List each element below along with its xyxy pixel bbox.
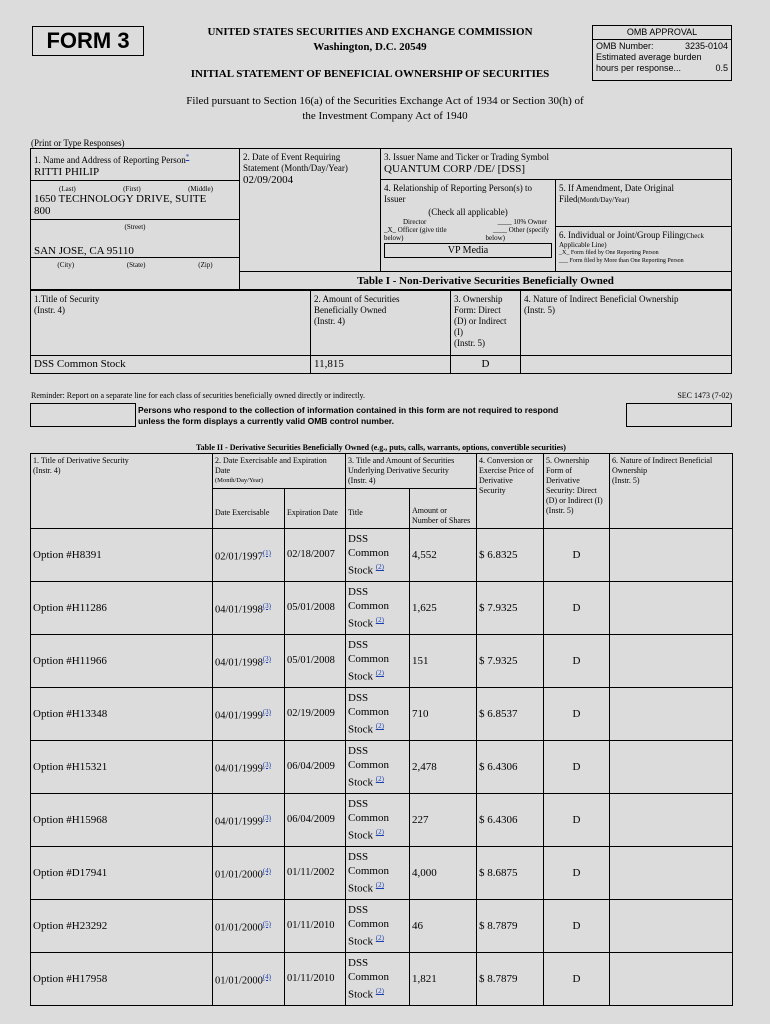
underlying-title [346, 529, 410, 582]
t2-h4 [477, 454, 544, 529]
ownership-form-text: D [572, 761, 581, 773]
indirect-nature [610, 953, 733, 1006]
expiration-date-text: 02/18/2007 [287, 549, 335, 560]
underlying-title-line3: Stock [348, 988, 374, 1001]
t1-col4-line2: (Instr. 5) [524, 305, 555, 315]
underlying-title-line2: Common [348, 865, 389, 878]
expiration-date [285, 635, 346, 688]
exercise-price-text: $ 6.4306 [479, 814, 518, 826]
exercise-price-text: $ 8.6875 [479, 867, 518, 879]
ownership-form-text: D [572, 973, 581, 985]
ownership-form [544, 529, 610, 582]
footnote-link[interactable]: (3) [262, 654, 272, 663]
city-label: (City) [57, 261, 75, 269]
expiration-date [285, 529, 346, 582]
underlying-title-line1: DSS [348, 745, 369, 758]
underlying-title-line1: DSS [348, 533, 369, 546]
underlying-title-line2: Common [348, 918, 389, 931]
table-row [31, 953, 733, 1006]
underlying-title-line2: Common [348, 812, 389, 825]
t2-sub-expiration: Expiration Date [285, 489, 346, 529]
name-label: 1. Name and Address of Reporting Person [34, 155, 186, 165]
underlying-title-line2: Common [348, 547, 389, 560]
page-title: INITIAL STATEMENT OF BENEFICIAL OWNERSHIP OF SECURITIES [190, 68, 550, 80]
footnote-link[interactable]: (4) [262, 972, 272, 981]
amendment-label3: (Month/Day/Year) [577, 196, 630, 204]
expiration-date [285, 582, 346, 635]
option-title [31, 741, 213, 794]
table1-title-box [239, 271, 732, 291]
t2-h2-label: 2. Date Exercisable and Expiration Date [215, 456, 327, 475]
underlying-amount-text: 151 [412, 655, 429, 667]
t2-sub-title: Title [346, 489, 410, 529]
exercise-price-text: $ 6.8325 [479, 549, 518, 561]
t1-col3-line4: (I) [454, 327, 463, 337]
option-title-text: Option #H23292 [33, 920, 108, 932]
footnote-link[interactable]: (1) [262, 548, 272, 557]
omb-title: OMB APPROVAL [593, 26, 731, 40]
omb-burden: Estimated average burden [596, 52, 702, 62]
footnote-link[interactable]: (4) [262, 866, 272, 875]
date-exercisable [213, 582, 285, 635]
table-row [31, 794, 733, 847]
date-exercisable-text: 04/01/1999 [215, 816, 263, 828]
indirect-nature [610, 688, 733, 741]
reminder-blank-left [30, 403, 136, 427]
director-option: Director [403, 218, 427, 226]
table1-title: Table I - Non-Derivative Securities Beneficially Owned [357, 275, 614, 287]
footnote-link[interactable]: (2) [375, 934, 384, 943]
event-date-box [239, 148, 381, 272]
option-title-text: Option #H17958 [33, 973, 108, 985]
footnote-link[interactable]: (3) [262, 601, 272, 610]
footnote-link[interactable]: (5) [262, 919, 272, 928]
underlying-title-line3: Stock [348, 776, 374, 789]
date-exercisable [213, 741, 285, 794]
expiration-date-text: 02/19/2009 [287, 708, 335, 719]
date-exercisable-text: 04/01/1998 [215, 604, 263, 616]
underlying-title-line3: Stock [348, 882, 374, 895]
middle-label: (Middle) [188, 185, 213, 193]
footnote-link[interactable]: (2) [375, 563, 384, 572]
date-exercisable [213, 900, 285, 953]
expiration-date [285, 847, 346, 900]
footnote-link[interactable]: (2) [375, 881, 384, 890]
footnote-link[interactable]: (2) [375, 987, 384, 996]
table-row [31, 900, 733, 953]
filing-one-person: _X_ Form filed by One Reporting Person [559, 250, 659, 256]
t1-col3-line3: (D) or Indirect [454, 316, 507, 326]
underlying-title-line3: Stock [348, 564, 374, 577]
expiration-date [285, 741, 346, 794]
sec-number: SEC 1473 (7-02) [677, 391, 732, 400]
underlying-amount-text: 1,821 [412, 973, 437, 985]
underlying-title [346, 794, 410, 847]
exercise-price [477, 582, 544, 635]
table-row [31, 635, 733, 688]
option-title [31, 953, 213, 1006]
exercise-price-text: $ 8.7879 [479, 920, 518, 932]
exercise-price [477, 741, 544, 794]
underlying-amount-text: 46 [412, 920, 423, 932]
date-exercisable [213, 635, 285, 688]
omb-burden-hours: hours per response... [596, 63, 682, 73]
date-exercisable-text: 04/01/1999 [215, 763, 263, 775]
underlying-title-line1: DSS [348, 586, 369, 599]
underlying-title-line2: Common [348, 971, 389, 984]
table1-header-amount [310, 290, 451, 356]
footnote-link[interactable]: (2) [375, 669, 384, 678]
issuer-box [380, 148, 732, 180]
t1-col2-line2: Beneficially Owned [314, 305, 387, 315]
date-exercisable-text: 01/01/2000 [215, 869, 263, 881]
option-title-text: Option #H8391 [33, 549, 102, 561]
ownership-form [544, 741, 610, 794]
street-label: (Street) [31, 219, 239, 231]
underlying-amount [410, 847, 477, 900]
t2-h2 [213, 454, 346, 489]
event-date: 02/09/2004 [243, 174, 294, 186]
table1-row-form: D [450, 355, 521, 374]
underlying-amount [410, 635, 477, 688]
zip-label: (Zip) [198, 261, 213, 269]
underlying-amount [410, 741, 477, 794]
underlying-title-line1: DSS [348, 904, 369, 917]
agency-line1: UNITED STATES SECURITIES AND EXCHANGE COMMISSION [207, 26, 533, 38]
exercise-price [477, 847, 544, 900]
relationship-check-note: (Check all applicable) [428, 207, 508, 217]
expiration-date [285, 688, 346, 741]
table-row [31, 847, 733, 900]
expiration-date-text: 01/11/2010 [287, 920, 335, 931]
ownership-form [544, 794, 610, 847]
underlying-amount-text: 2,478 [412, 761, 437, 773]
exercise-price [477, 529, 544, 582]
omb-notice-line2: unless the form displays a currently valid OMB control number. [138, 416, 395, 426]
exercise-price-text: $ 7.9325 [479, 602, 518, 614]
t1-col1-label: 1.Title of Security [34, 294, 100, 304]
filing-type-check: (Check [683, 232, 704, 240]
officer-title: VP Media [384, 243, 552, 258]
footnote-link[interactable]: (2) [375, 775, 384, 784]
name-footnote-link[interactable]: * [185, 153, 190, 161]
last-label: (Last) [59, 185, 76, 193]
t1-col3-line1: 3. Ownership [454, 294, 503, 304]
underlying-title-line3: Stock [348, 723, 374, 736]
underlying-title-line3: Stock [348, 670, 374, 683]
footnote-link[interactable]: (3) [262, 707, 272, 716]
underlying-title-line1: DSS [348, 798, 369, 811]
indirect-nature [610, 900, 733, 953]
ownership-form-text: D [572, 549, 581, 561]
t2-sub-amount: Amount or Number of Shares [410, 489, 477, 529]
table1-row-amount: 11,815 [310, 355, 451, 374]
amendment-label2: Filed [559, 194, 578, 204]
ownership-form [544, 635, 610, 688]
exercise-price [477, 953, 544, 1006]
expiration-date-text: 01/11/2010 [287, 973, 335, 984]
ownership-form [544, 582, 610, 635]
ownership-form-text: D [572, 602, 581, 614]
expiration-date [285, 794, 346, 847]
underlying-title [346, 688, 410, 741]
option-title [31, 582, 213, 635]
amendment-label1: 5. If Amendment, Date Original [559, 183, 674, 193]
underlying-title-line1: DSS [348, 639, 369, 652]
expiration-date-text: 01/11/2002 [287, 867, 335, 878]
expiration-date-text: 06/04/2009 [287, 761, 335, 772]
indirect-nature [610, 635, 733, 688]
agency-line2: Washington, D.C. 20549 [313, 41, 427, 53]
underlying-title-line2: Common [348, 759, 389, 772]
underlying-title-line1: DSS [348, 957, 369, 970]
ownership-form [544, 847, 610, 900]
t2-h3 [346, 454, 477, 489]
table1-row-title: DSS Common Stock [30, 355, 311, 374]
underlying-amount [410, 529, 477, 582]
table-row [31, 529, 733, 582]
t1-col4-line1: 4. Nature of Indirect Beneficial Ownership [524, 294, 679, 304]
underlying-amount [410, 688, 477, 741]
relationship-box [380, 179, 556, 272]
indirect-nature [610, 582, 733, 635]
option-title [31, 900, 213, 953]
t2-h5 [544, 454, 610, 529]
underlying-title-line2: Common [348, 600, 389, 613]
t2-h1 [31, 454, 213, 529]
reporting-person-box [30, 148, 240, 290]
t2-h2-instr: (Month/Day/Year) [215, 477, 264, 484]
t2-h6 [610, 454, 733, 529]
underlying-title [346, 900, 410, 953]
footnote-link[interactable]: (3) [262, 813, 272, 822]
ownership-form-text: D [572, 920, 581, 932]
ownership-form [544, 953, 610, 1006]
date-exercisable [213, 688, 285, 741]
underlying-amount [410, 900, 477, 953]
underlying-title-line1: DSS [348, 692, 369, 705]
underlying-title-line3: Stock [348, 935, 374, 948]
option-title [31, 635, 213, 688]
date-exercisable [213, 953, 285, 1006]
form-label-box [32, 26, 144, 56]
relationship-label1: 4. Relationship of Reporting Person(s) to [384, 183, 532, 193]
expiration-date [285, 953, 346, 1006]
omb-number-label: OMB Number: [596, 41, 654, 51]
omb-notice-line1: Persons who respond to the collection of information contained in this form are not required to respond [138, 405, 559, 415]
underlying-amount-text: 4,000 [412, 867, 437, 879]
footnote-link[interactable]: (3) [262, 760, 272, 769]
t2-h1-instr: (Instr. 4) [33, 466, 61, 475]
table2-title: Table II - Derivative Securities Beneficially Owned (e.g., puts, calls, warrants, options, convertible securities) [196, 443, 566, 452]
exercise-price-text: $ 7.9325 [479, 655, 518, 667]
table1-header-nature [520, 290, 732, 356]
street-line2: 800 [34, 205, 51, 217]
underlying-amount [410, 953, 477, 1006]
reporting-person-name: RITTI PHILIP [34, 166, 100, 178]
state-label: (State) [126, 261, 146, 269]
exercise-price-text: $ 8.7879 [479, 973, 518, 985]
expiration-date [285, 900, 346, 953]
t1-col2-line3: (Instr. 4) [314, 316, 345, 326]
underlying-title [346, 582, 410, 635]
t1-col3-line5: (Instr. 5) [454, 338, 485, 348]
date-exercisable [213, 529, 285, 582]
filing-type-box [555, 226, 732, 272]
t2-h6-instr: (Instr. 5) [612, 476, 640, 485]
officer-option: _X_ Officer (give title [384, 226, 447, 234]
underlying-amount [410, 794, 477, 847]
table1-header-title [30, 290, 311, 356]
exercise-price [477, 688, 544, 741]
option-title [31, 688, 213, 741]
city-state-zip: SAN JOSE, CA 95110 [34, 245, 134, 257]
option-title-text: Option #H13348 [33, 708, 108, 720]
filing-type-label: 6. Individual or Joint/Group Filing [559, 230, 684, 240]
ownership-form-text: D [572, 655, 581, 667]
underlying-amount-text: 710 [412, 708, 429, 720]
t2-h4-label: 4. Conversion or Exercise Price of Derivative Security [479, 456, 534, 495]
t2-h1-label: 1. Title of Derivative Security [33, 456, 129, 465]
table2 [30, 453, 733, 1006]
t2-sub-exercisable: Date Exercisable [213, 489, 285, 529]
date-exercisable-text: 01/01/2000 [215, 922, 263, 934]
table1-header-form [450, 290, 521, 356]
date-exercisable-text: 02/01/1997 [215, 551, 263, 563]
option-title-text: Option #H11286 [33, 602, 107, 614]
footnote-link[interactable]: (2) [375, 828, 384, 837]
underlying-title-line1: DSS [348, 851, 369, 864]
table-row [31, 741, 733, 794]
issuer-name: QUANTUM CORP /DE/ [DSS] [384, 163, 526, 175]
filed-line1: Filed pursuant to Section 16(a) of the Securities Exchange Act of 1934 or Section 30(h) of [186, 95, 584, 107]
event-date-label2: Statement (Month/Day/Year) [243, 163, 348, 173]
option-title-text: Option #H11966 [33, 655, 107, 667]
footnote-link[interactable]: (2) [375, 722, 384, 731]
t2-h5-label: 5. Ownership Form of Derivative Security: Direct (D) or Indirect (I) [546, 456, 603, 505]
t2-h3-instr: (Instr. 4) [348, 476, 376, 485]
ownership-form-text: D [572, 867, 581, 879]
ownership-form-text: D [572, 708, 581, 720]
ownership-form [544, 688, 610, 741]
underlying-title-line2: Common [348, 653, 389, 666]
reminder-blank-right [626, 403, 732, 427]
option-title-text: Option #H15968 [33, 814, 108, 826]
event-date-label1: 2. Date of Event Requiring [243, 152, 341, 162]
underlying-title-line2: Common [348, 706, 389, 719]
omb-number: 3235-0104 [684, 41, 728, 51]
underlying-title [346, 847, 410, 900]
other-option: ____ Other (specify [493, 226, 549, 234]
filing-type-applicable: Applicable Line) [559, 241, 607, 249]
option-title-text: Option #D17941 [33, 867, 108, 879]
reminder-text: Reminder: Report on a separate line for each class of securities beneficially owned directly or indirectly. [31, 391, 366, 400]
issuer-label: 3. Issuer Name and Ticker or Trading Symbol [384, 152, 549, 162]
expiration-date-text: 05/01/2008 [287, 602, 335, 613]
option-title-text: Option #H15321 [33, 761, 108, 773]
t2-h5-instr: (Instr. 5) [546, 506, 574, 515]
underlying-title [346, 635, 410, 688]
ten-pct-option: ____ 10% Owner [497, 218, 547, 226]
option-title [31, 794, 213, 847]
omb-burden-value: 0.5 [715, 63, 728, 73]
filed-line2: the Investment Company Act of 1940 [302, 110, 468, 122]
indirect-nature [610, 794, 733, 847]
t2-h3-label: 3. Title and Amount of Securities Underlying Derivative Security [348, 456, 455, 475]
omb-approval-box [592, 25, 732, 81]
omb-notice [138, 405, 626, 427]
ownership-form [544, 900, 610, 953]
date-exercisable-text: 04/01/1999 [215, 710, 263, 722]
amendment-box [555, 179, 732, 227]
t1-col2-line1: 2. Amount of Securities [314, 294, 400, 304]
exercise-price [477, 794, 544, 847]
t1-col3-line2: Form: Direct [454, 305, 501, 315]
footnote-link[interactable]: (2) [375, 616, 384, 625]
table-row [31, 582, 733, 635]
filing-more-persons: ___ Form filed by More than One Reporting Person [559, 258, 684, 264]
exercise-price-text: $ 6.4306 [479, 761, 518, 773]
exercise-price [477, 635, 544, 688]
underlying-amount-text: 227 [412, 814, 429, 826]
t1-col1-instr: (Instr. 4) [34, 305, 65, 315]
expiration-date-text: 06/04/2009 [287, 814, 335, 825]
underlying-title [346, 741, 410, 794]
street-line1: 1650 TECHNOLOGY DRIVE, SUITE [34, 193, 207, 205]
indirect-nature [610, 741, 733, 794]
underlying-title [346, 953, 410, 1006]
exercise-price [477, 900, 544, 953]
table-row [31, 688, 733, 741]
option-title [31, 529, 213, 582]
date-exercisable-text: 04/01/1998 [215, 657, 263, 669]
underlying-title-line3: Stock [348, 617, 374, 630]
date-exercisable-text: 01/01/2000 [215, 975, 263, 987]
table1-row-nature [520, 355, 732, 374]
ownership-form-text: D [572, 814, 581, 826]
option-title [31, 847, 213, 900]
first-label: (First) [123, 185, 141, 193]
t2-h6-label: 6. Nature of Indirect Beneficial Ownership [612, 456, 713, 475]
expiration-date-text: 05/01/2008 [287, 655, 335, 666]
other-below: below) [485, 234, 505, 242]
date-exercisable [213, 847, 285, 900]
exercise-price-text: $ 6.8537 [479, 708, 518, 720]
underlying-amount-text: 4,552 [412, 549, 437, 561]
underlying-title-line3: Stock [348, 829, 374, 842]
date-exercisable [213, 794, 285, 847]
print-note: (Print or Type Responses) [31, 138, 125, 148]
indirect-nature [610, 847, 733, 900]
form-label: FORM 3 [46, 28, 130, 53]
underlying-amount [410, 582, 477, 635]
relationship-label2: Issuer [384, 194, 406, 204]
officer-below: below) [384, 234, 404, 242]
indirect-nature [610, 529, 733, 582]
underlying-amount-text: 1,625 [412, 602, 437, 614]
